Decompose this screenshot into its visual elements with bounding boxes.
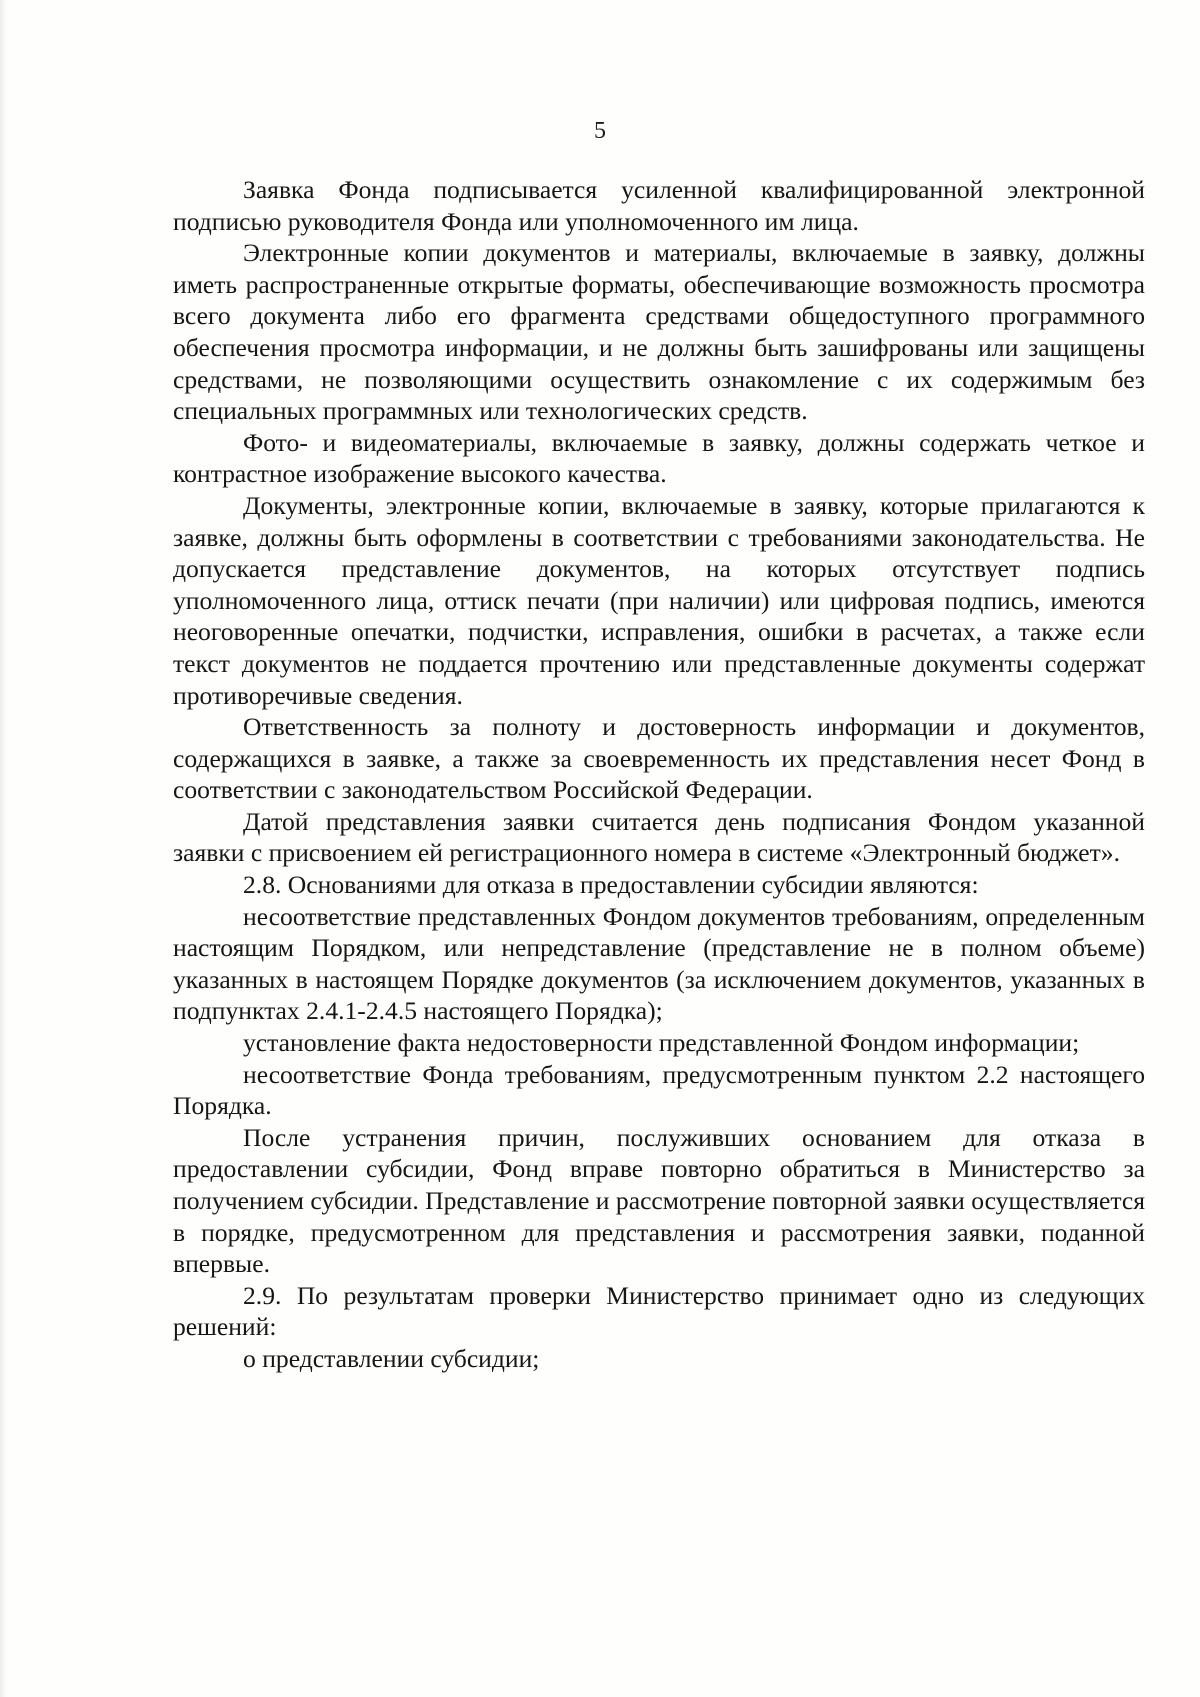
paragraph-documents-requirements: Документы, электронные копии, включаемые в заявку, которые прилагаются к заявке, должны быть оформлены в соответствии с требованиями законодательства. Не допускается представление документов, на которых отсутствует подпись уполномоченного лица, оттиск печати (при наличии) или цифровая подпись, имеются неоговоренные опечатки, подчистки, исправления, ошибки в расчетах, а также если текст документов не поддается прочтению или представленные документы содержат противоречивые сведения. — [173, 490, 1145, 710]
paragraph-reapplication: После устранения причин, послуживших основанием для отказа в предоставлении субсидии, Фонд вправе повторно обратиться в Министерство за получением субсидии. Представление и рассмотрение повторной заявки осуществляется в порядке, предусмотренном для представления и рассмотрения заявки, поданной впервые. — [173, 1122, 1145, 1279]
paragraph-2-8-heading: 2.8. Основаниями для отказа в предоставлении субсидии являются: — [243, 870, 979, 900]
paragraph-refusal-reason-1: несоответствие представленных Фондом документов требованиям, определенным настоящим Порядком, или непредставление (представление не в полном объеме) указанных в настоящем Порядке документов (за исключением документов, указанных в подпунктах 2.4.1-2.4.5 настоящего Порядка); — [173, 901, 1145, 1026]
scan-edge — [0, 0, 6, 1697]
paragraph-signature: Заявка Фонда подписывается усиленной квалифицированной электронной подписью руководителя Фонда или уполномоченного им лица. — [173, 175, 1145, 236]
paragraph-decision-1: о представлении субсидии; — [243, 1343, 540, 1373]
paragraph-2-9-heading: 2.9. По результатам проверки Министерство принимает одно из следующих решений: — [173, 1280, 1145, 1342]
paragraph-submission-date: Датой представления заявки считается день подписания Фондом указанной заявки с присвоением ей регистрационного номера в системе «Электронный бюджет». — [173, 806, 1145, 868]
paragraph-refusal-reason-2: установление факта недостоверности представленной Фондом информации; — [243, 1028, 1080, 1058]
paragraph-electronic-copies: Электронные копии документов и материалы, включаемые в заявку, должны иметь распространенные открытые форматы, обеспечивающие возможность просмотра всего документа либо его фрагмента средствами общедоступного программного обеспечения просмотра информации, и не должны быть зашифрованы или защищены средствами, не позволяющими осуществить ознакомление с их содержимым без специальных программных или технологических средств. — [173, 238, 1145, 426]
paragraph-photo-video: Фото- и видеоматериалы, включаемые в заявку, должны содержать четкое и контрастное изображение высокого качества. — [173, 427, 1145, 489]
paragraph-refusal-reason-3: несоответствие Фонда требованиям, предусмотренным пунктом 2.2 настоящего Порядка. — [173, 1059, 1145, 1121]
page-number: 5 — [594, 118, 606, 144]
document-body — [173, 174, 1145, 1375]
paragraph-responsibility: Ответственность за полноту и достоверность информации и документов, содержащихся в заявке, а также за своевременность их представления несет Фонд в соответствии с законодательством Российской Федерации. — [173, 712, 1145, 805]
